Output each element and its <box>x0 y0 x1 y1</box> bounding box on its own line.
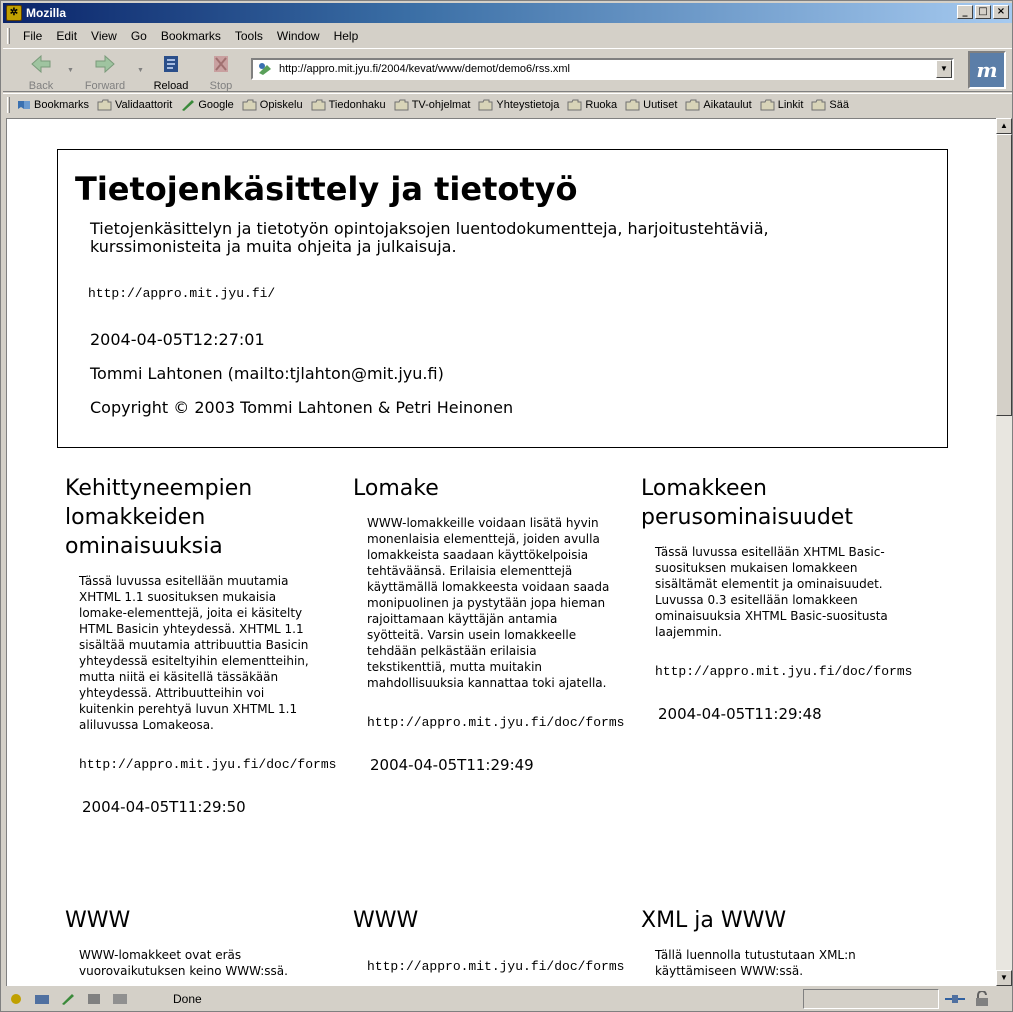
channel-box <box>57 149 948 448</box>
online-status-icon[interactable] <box>943 991 967 1007</box>
minimize-button[interactable]: _ <box>957 5 973 19</box>
folder-icon <box>685 99 700 111</box>
url-bar[interactable] <box>251 58 954 80</box>
bookmark-google[interactable] <box>180 99 233 111</box>
page-content <box>6 118 996 986</box>
bookmark-aikataulut[interactable] <box>685 99 751 111</box>
bookmark-label: Validaattorit <box>115 98 173 111</box>
item-description: WWW-lomakkeille voidaan lisätä hyvin monenlaisia elementtejä, joiden avulla lomakkeista saadaan käyttökelpoisia tehtäväänsä. Erilaisia elementtejä käyttämällä lomakkeesta voidaan saada monipuolinen ja pystytään jopa hieman rajoittamaan käyttäjän antamia syötteitä. Varsin usein lomakkeelle tehdään pelkästään erilaisia tekstikenttiä, mutta muitakin mahdollisuuksia kannattaa toki ajatella. <box>367 516 610 690</box>
page-icon <box>257 61 273 77</box>
menu-bookmarks[interactable]: Bookmarks <box>160 29 221 43</box>
forward-arrow-icon <box>93 53 117 75</box>
stop-icon <box>209 53 233 75</box>
toolbar-grip[interactable] <box>7 28 10 44</box>
security-lock-icon[interactable] <box>973 991 991 1007</box>
bookmark-label: Aikataulut <box>703 98 752 111</box>
reload-label: Reload <box>153 80 189 92</box>
mozilla-icon: ✲ <box>6 5 22 21</box>
bookmarks-icon <box>16 99 31 111</box>
folder-icon <box>567 99 582 111</box>
channel-author: Tommi Lahtonen (mailto:tjlahton@mit.jyu.fi) <box>90 364 444 383</box>
folder-icon <box>760 99 775 111</box>
folder-icon <box>394 99 409 111</box>
window-title: Mozilla <box>26 6 67 20</box>
rss-item <box>65 906 345 979</box>
bookmark-label: Sää <box>829 98 849 111</box>
navigator-icon[interactable] <box>7 992 25 1006</box>
bookmark-label: TV-ohjelmat <box>411 98 471 111</box>
folder-icon <box>97 99 112 111</box>
channel-title: Tietojenkäsittely ja tietotyö <box>75 170 578 208</box>
scroll-up-icon[interactable]: ▲ <box>996 118 1012 134</box>
status-text: Done <box>173 992 202 1006</box>
menu-help[interactable]: Help <box>333 29 359 43</box>
menu-tools[interactable]: Tools <box>234 29 263 43</box>
close-button[interactable]: × <box>993 5 1009 19</box>
menu-window[interactable]: Window <box>276 29 320 43</box>
channel-copyright: Copyright © 2003 Tommi Lahtonen & Petri Heinonen <box>90 398 514 417</box>
bookmark-ruoka[interactable] <box>567 99 617 111</box>
bookmark-label: Yhteystietoja <box>496 98 560 111</box>
menu-edit[interactable]: Edit <box>56 29 78 43</box>
bookmark-uutiset[interactable] <box>625 99 677 111</box>
folder-icon <box>478 99 493 111</box>
scroll-thumb[interactable] <box>996 134 1012 416</box>
url-text[interactable]: http://appro.mit.jyu.fi/2004/kevat/www/demot/demo6/rss.xml <box>279 63 571 75</box>
folder-icon <box>242 99 257 111</box>
chat-icon[interactable] <box>111 992 129 1006</box>
bookmark-opiskelu[interactable] <box>242 99 303 111</box>
item-date: 2004-04-05T11:29:48 <box>658 705 822 723</box>
bookmark-label: Opiskelu <box>259 98 303 111</box>
item-date: 2004-04-05T11:29:49 <box>370 756 534 774</box>
pen-icon <box>180 99 195 111</box>
back-button[interactable] <box>19 53 63 92</box>
bookmark-linkit[interactable] <box>760 99 804 111</box>
url-dropdown-icon[interactable]: ▼ <box>936 60 952 78</box>
status-bar <box>3 988 1012 1010</box>
address-book-icon[interactable] <box>85 992 103 1006</box>
navigation-toolbar <box>3 48 1012 92</box>
composer-icon[interactable] <box>59 992 77 1006</box>
item-description: Tässä luvussa esitellään muutamia XHTML 1.1 suosituksen mukaisia lomake-elementtejä, joita ei käsitelty HTML Basicin yhteydessä. XHTML 1.1 sisältää muutamia attribuuttia Basicin yhteydessä esiteltyihin elementteihin, mutta niitä ei käsitellä tässäkään yhteydessä. Attribuutteihin voi kuitenkin perehtyä luvun XHTML 1.1 aliluvussa Lomakeosa. <box>79 574 309 732</box>
item-title: XML ja WWW <box>641 908 787 933</box>
menu-view[interactable]: View <box>91 29 117 43</box>
menu-go[interactable]: Go <box>130 29 147 43</box>
rss-item <box>65 474 345 816</box>
item-description: Tässä luvussa esitellään XHTML Basic-suosituksen mukaisen lomakkeen sisältämät elementit ja ominaisuudet. Luvussa 0.3 esitellään lomakkeen ominaisuuksia XHTML Basic-suositusta laajemmin. <box>655 545 888 639</box>
bookmark-yhteystietoja[interactable] <box>478 99 559 111</box>
bookmark-saa[interactable] <box>811 99 849 111</box>
bookmark-bookmarks[interactable] <box>16 99 89 111</box>
rss-item <box>353 474 633 774</box>
vertical-scrollbar[interactable] <box>996 118 1012 986</box>
channel-link: http://appro.mit.jyu.fi/ <box>88 286 276 301</box>
item-title: WWW <box>65 908 131 933</box>
forward-label: Forward <box>84 80 126 92</box>
bookmark-label: Uutiset <box>643 98 678 111</box>
item-link: http://appro.mit.jyu.fi/doc/forms <box>367 959 625 974</box>
channel-date: 2004-04-05T12:27:01 <box>90 330 265 349</box>
mail-icon[interactable] <box>33 992 51 1006</box>
item-description: Tällä luennolla tutustutaan XML:n käyttämiseen WWW:ssä. <box>655 948 856 978</box>
reload-button[interactable] <box>149 53 193 92</box>
bookmark-label: Google <box>198 98 234 111</box>
channel-description: Tietojenkäsittelyn ja tietotyön opintojaksojen luentodokumentteja, harjoitustehtäviä, kurssimonisteita ja muita ohjeita ja julkaisuja. <box>90 219 769 256</box>
back-dropdown-icon[interactable]: ▼ <box>67 67 74 74</box>
menu-bar <box>3 26 1012 46</box>
progress-panel <box>803 989 939 1009</box>
back-arrow-icon <box>29 53 53 75</box>
folder-icon <box>811 99 826 111</box>
title-bar[interactable] <box>3 3 1012 23</box>
forward-button[interactable] <box>83 53 127 92</box>
bookmark-label: Linkit <box>777 98 804 111</box>
item-title: Kehittyneempien lomakkeiden ominaisuuksia <box>65 476 253 559</box>
stop-button[interactable] <box>199 53 243 92</box>
item-title: WWW <box>353 908 419 933</box>
mozilla-throbber-icon[interactable]: m <box>968 51 1006 89</box>
item-link: http://appro.mit.jyu.fi/doc/forms <box>79 757 337 772</box>
folder-icon <box>311 99 326 111</box>
rss-item <box>641 474 921 723</box>
bookmarks-grip[interactable] <box>7 97 10 113</box>
rss-item <box>641 906 921 979</box>
bookmarks-toolbar <box>3 93 1012 115</box>
stop-label: Stop <box>209 80 233 92</box>
item-description: WWW-lomakkeet ovat eräs vuorovaikutuksen keino WWW:ssä. <box>79 948 288 978</box>
item-title: Lomakkeen perusominaisuudet <box>641 476 853 530</box>
forward-dropdown-icon[interactable]: ▼ <box>137 67 144 74</box>
maximize-button[interactable]: □ <box>975 5 991 19</box>
scroll-down-icon[interactable]: ▼ <box>996 970 1012 986</box>
reload-icon <box>159 53 183 75</box>
bookmark-tv-ohjelmat[interactable] <box>394 99 471 111</box>
bookmark-label: Bookmarks <box>34 98 90 111</box>
bookmark-label: Ruoka <box>585 98 618 111</box>
bookmark-label: Tiedonhaku <box>328 98 386 111</box>
menu-file[interactable]: File <box>23 29 43 43</box>
folder-icon <box>625 99 640 111</box>
item-title: Lomake <box>353 476 439 501</box>
rss-item <box>353 906 633 974</box>
item-link: http://appro.mit.jyu.fi/doc/forms <box>367 715 625 730</box>
bookmark-validaattorit[interactable] <box>97 99 172 111</box>
bookmark-tiedonhaku[interactable] <box>311 99 386 111</box>
back-label: Back <box>28 80 54 92</box>
item-link: http://appro.mit.jyu.fi/doc/forms <box>655 664 913 679</box>
item-date: 2004-04-05T11:29:50 <box>82 798 246 816</box>
